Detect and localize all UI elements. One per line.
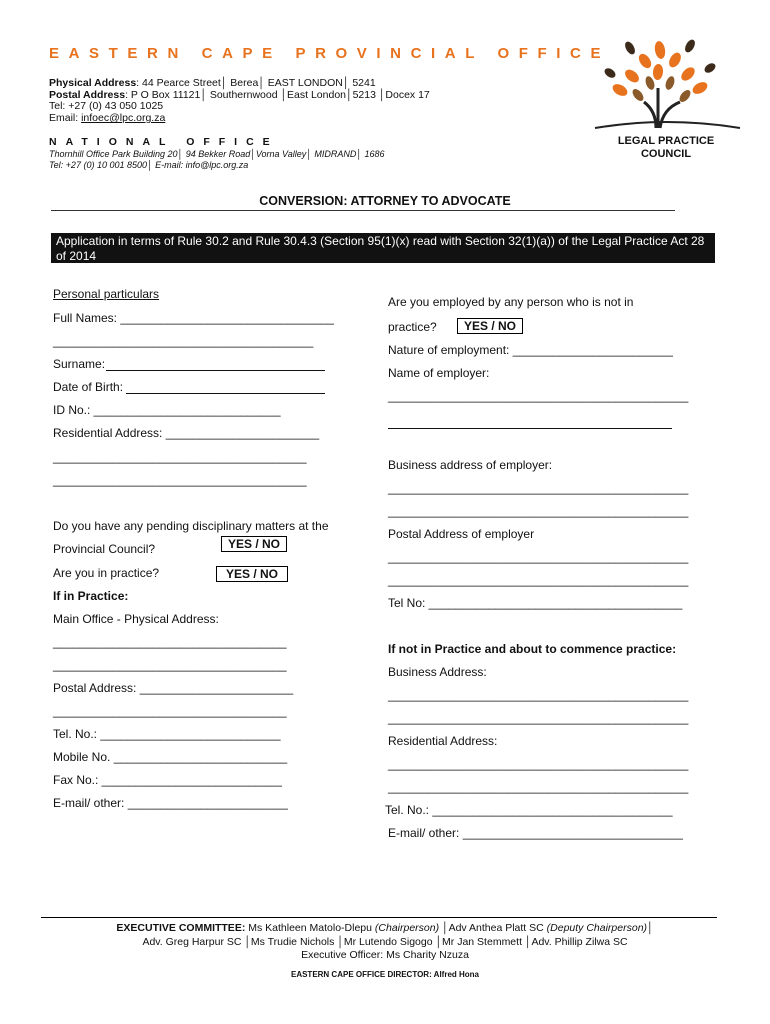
footer-divider: [41, 917, 717, 918]
executive-officer: Executive Officer: Ms Charity Nzuza: [301, 949, 469, 961]
business-address-label-2: Business Address:: [388, 665, 487, 679]
email-field-right[interactable]: E-mail/ other: _________________________________: [388, 826, 683, 840]
postal-employer-label: Postal Address of employer: [388, 527, 535, 541]
rule-banner: Application in terms of Rule 30.2 and Rule 30.4.3 (Section 95(1)(x) read with Section 32(1)(a)) of the Legal Practice Act 28 of 2014: [51, 233, 715, 263]
residential-line-right-1[interactable]: _____________________________________________: [388, 757, 689, 771]
national-tel: Tel: +27 (0) 10 001 8500│ E-mail: info@lpc.org.za: [49, 160, 249, 170]
business-line-1[interactable]: _____________________________________________: [388, 688, 689, 702]
disciplinary-yes-no[interactable]: YES / NO: [221, 536, 287, 552]
dob-label: Date of Birth:: [53, 380, 124, 394]
in-practice-yes-no[interactable]: YES / NO: [216, 566, 288, 582]
postal-address-field[interactable]: Postal Address: _______________________: [53, 681, 294, 695]
national-office-title: NATIONAL OFFICE: [49, 136, 279, 148]
postal-employer-line-2[interactable]: _____________________________________________: [388, 573, 689, 587]
office-email: Email: infoec@lpc.org.za: [49, 112, 166, 124]
email-field[interactable]: E-mail/ other: ________________________: [53, 796, 288, 810]
full-names-field[interactable]: Full Names: ________________________________: [53, 311, 334, 325]
main-office-line-1[interactable]: ___________________________________: [53, 635, 287, 649]
not-in-practice-heading: If not in Practice and about to commence practice:: [388, 642, 677, 656]
office-tel: Tel: +27 (0) 43 050 1025: [49, 100, 164, 112]
postal-address: Postal Address: P O Box 11121│ Southernwood │East London│5213 │Docex 17: [49, 89, 430, 101]
business-address-line-1[interactable]: _____________________________________________: [388, 481, 689, 495]
employer-name-line-2[interactable]: [388, 428, 672, 429]
office-title: EASTERN CAPE PROVINCIAL OFFICE: [49, 45, 611, 62]
employer-name-line[interactable]: _____________________________________________: [388, 389, 689, 403]
main-office-line-2[interactable]: ___________________________________: [53, 658, 287, 672]
residential-address-label-right: Residential Address:: [388, 734, 498, 748]
main-office-label: Main Office - Physical Address:: [53, 612, 219, 626]
disciplinary-question: Do you have any pending disciplinary matters at the: [53, 519, 329, 533]
id-number-field[interactable]: ID No.: ____________________________: [53, 403, 281, 417]
employed-yes-no[interactable]: YES / NO: [457, 318, 523, 334]
business-address-line-2[interactable]: _____________________________________________: [388, 504, 689, 518]
surname-label: Surname:: [53, 357, 106, 371]
email-link[interactable]: infoec@lpc.org.za: [81, 112, 166, 124]
employed-question-2: practice?: [388, 320, 437, 334]
business-line-2[interactable]: _____________________________________________: [388, 711, 689, 725]
residential-line-right-2[interactable]: _____________________________________________: [388, 780, 689, 794]
fax-field[interactable]: Fax No.: ___________________________: [53, 773, 282, 787]
national-address: Thornhill Office Park Building 20│ 94 Bekker Road│Vorna Valley│ MIDRAND│ 1686: [49, 149, 385, 159]
disciplinary-question-2: Provincial Council?: [53, 542, 156, 556]
employed-question: Are you employed by any person who is not in: [388, 295, 634, 309]
business-address-label: Business address of employer:: [388, 458, 553, 472]
tel-field[interactable]: Tel. No.: ___________________________: [53, 727, 281, 741]
postal-employer-line-1[interactable]: _____________________________________________: [388, 550, 689, 564]
mobile-field[interactable]: Mobile No. __________________________: [53, 750, 288, 764]
surname-field[interactable]: [106, 370, 325, 371]
document-title: CONVERSION: ATTORNEY TO ADVOCATE: [259, 194, 511, 208]
executive-committee-line: EXECUTIVE COMMITTEE: Ms Kathleen Matolo-Dlepu (Chairperson) │Adv Anthea Platt SC (Deputy Chairperson)│: [116, 922, 654, 934]
office-director: EASTERN CAPE OFFICE DIRECTOR: Alfred Hona: [290, 970, 479, 979]
personal-particulars-heading: Personal particulars: [53, 287, 160, 301]
svg-text:COUNCIL: COUNCIL: [640, 148, 692, 160]
lpc-logo: [590, 28, 742, 168]
in-practice-question: Are you in practice?: [53, 566, 160, 580]
if-in-practice-heading: If in Practice:: [53, 589, 129, 603]
postal-line-2[interactable]: ___________________________________: [53, 704, 287, 718]
residential-line-2[interactable]: ______________________________________: [53, 450, 307, 464]
physical-address: Physical Address: 44 Pearce Street│ Berea│ EAST LONDON│ 5241: [49, 77, 376, 89]
employer-tel-field[interactable]: Tel No: ______________________________________: [388, 596, 683, 610]
residential-address-field[interactable]: Residential Address: _______________________: [53, 426, 320, 440]
residential-line-3[interactable]: ______________________________________: [53, 473, 307, 487]
nature-of-employment-field[interactable]: Nature of employment: ________________________: [388, 343, 673, 357]
dob-field[interactable]: [126, 393, 325, 394]
tel-field-right[interactable]: Tel. No.: ____________________________________: [385, 803, 673, 817]
committee-members: Adv. Greg Harpur SC │Ms Trudie Nichols │Mr Lutendo Sigogo │Mr Jan Stemmett │Adv. Phillip Zilwa SC: [142, 936, 628, 948]
svg-text:LEGAL PRACTICE: LEGAL PRACTICE: [617, 135, 715, 147]
employer-name-label: Name of employer:: [388, 366, 490, 380]
title-divider: [51, 210, 675, 211]
full-names-line-2[interactable]: _______________________________________: [53, 334, 314, 348]
tree-icon: [590, 28, 742, 168]
